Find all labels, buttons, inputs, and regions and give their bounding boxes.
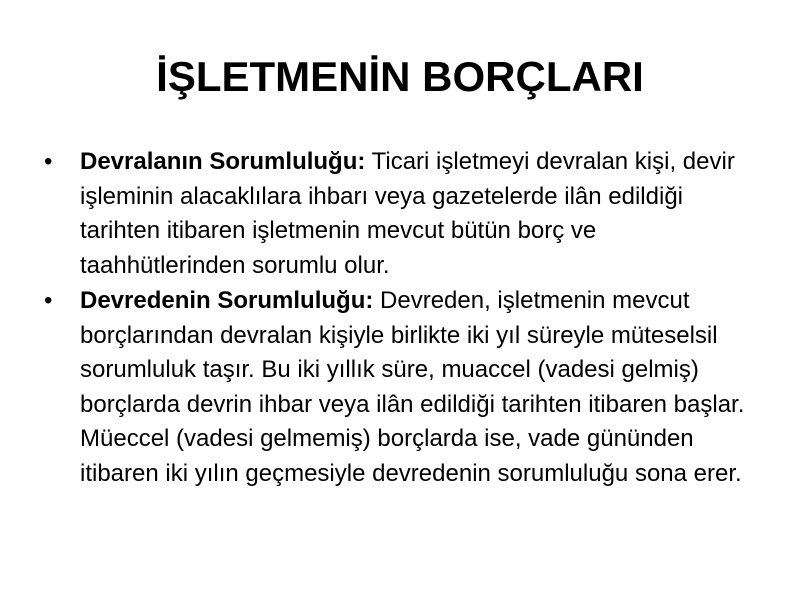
bullet-item-devreden xyxy=(44,284,764,491)
bullet-text: Devreden, işletmenin mevcut borçlarından devralan kişiyle birlikte iki yıl süreyle müteselsil sorumluluk taşır. Bu iki yıllık süre, muaccel (vadesi gelmiş) borçlarda devrin ihbar veya ilân edildiği tarihten itibaren başlar. Müeccel (vadesi gelmemiş) borçlarda ise, vade gününden itibaren iki yılın geçmesiyle devredenin sorumluluğu sona erer. xyxy=(80,287,745,487)
bullet-item-devralan xyxy=(44,145,764,283)
bullet-term: Devralanın Sorumluluğu: xyxy=(80,148,366,175)
bullet-text: Ticari işletmeyi devralan kişi, devir işleminin alacaklılara ihbarı veya gazetelerde ilân edildiği tarihten itibaren işletmenin mevcut bütün borç ve taahhütlerinden sorumlu olur. xyxy=(80,148,735,279)
bullet-dot-icon: • xyxy=(44,287,53,314)
slide-title: İŞLETMENİN BORÇLARI xyxy=(156,53,644,100)
bullet-dot-icon: • xyxy=(44,148,53,175)
bullet-term: Devredenin Sorumluluğu: xyxy=(80,287,374,314)
bullet-list xyxy=(44,145,764,492)
